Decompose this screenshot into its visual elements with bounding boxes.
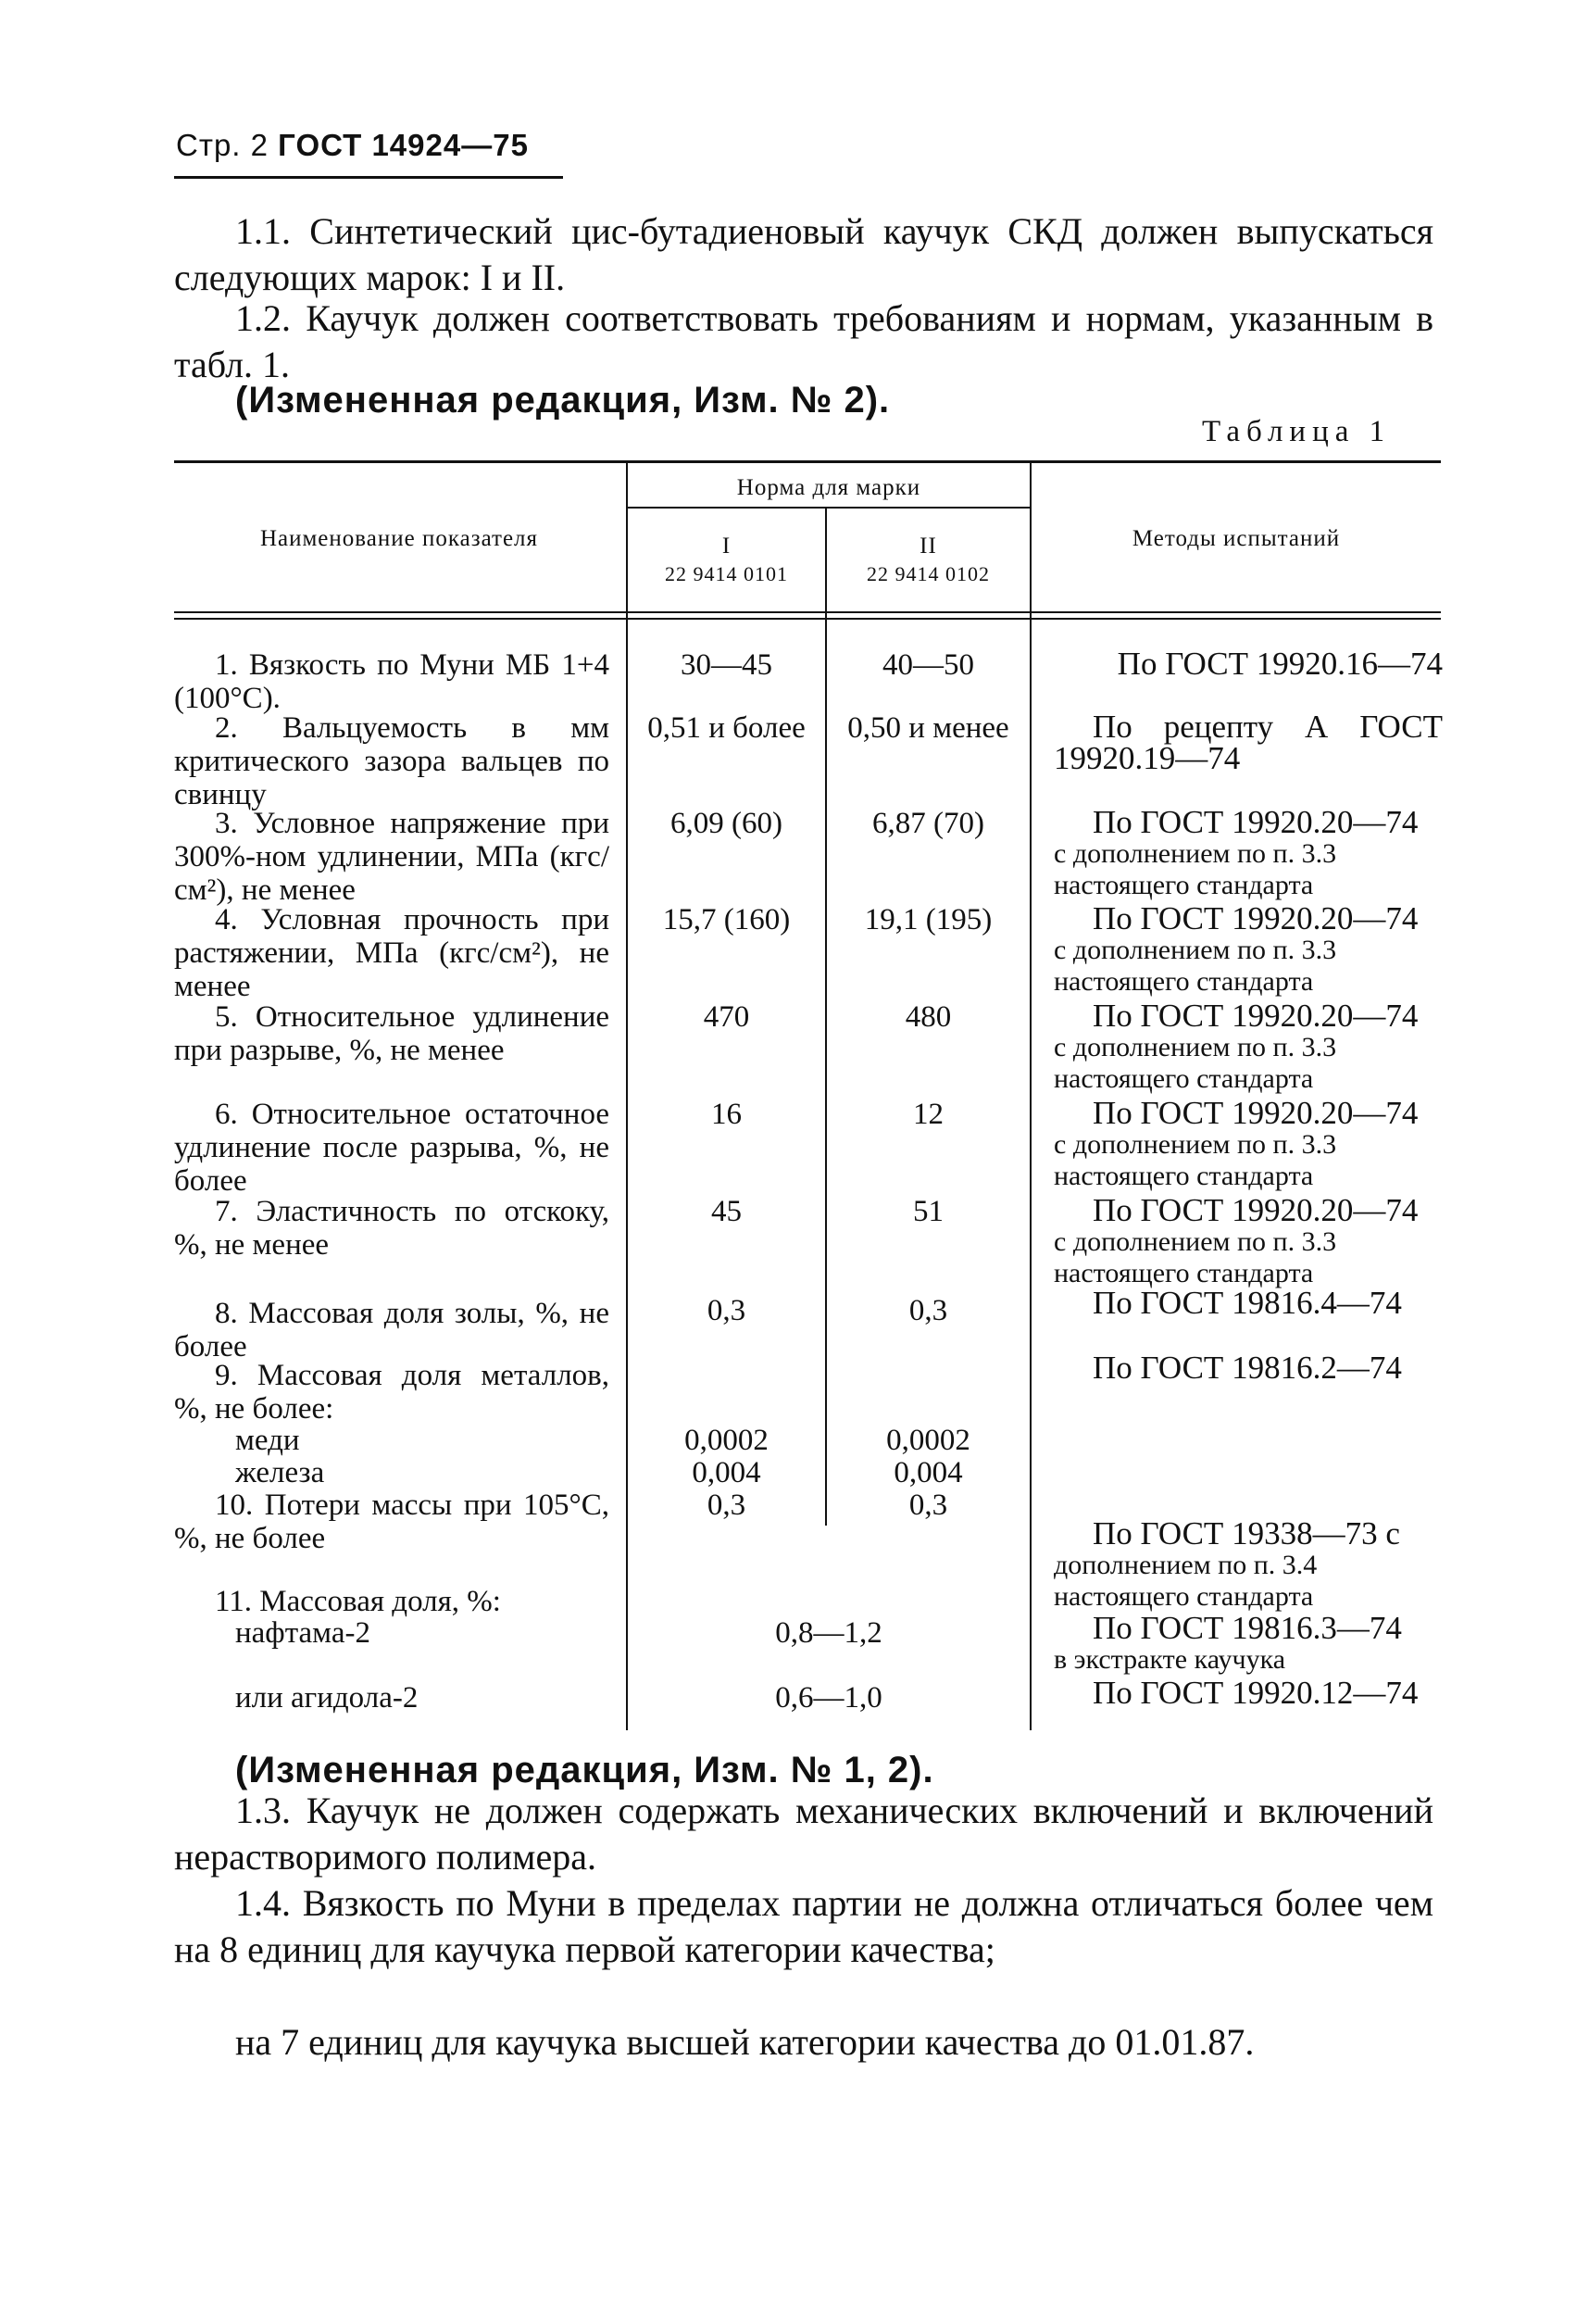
paragraph-1-3: 1.3. Каучук не должен содержать механических включений и включений нерастворимого полимера. (174, 1790, 1433, 1878)
standard-number: ГОСТ 14924—75 (278, 128, 529, 162)
row-8-method: По ГОСТ 19816.4—74 (1093, 1285, 1402, 1321)
row-7-name: 7. Эластичность по отскоку, %, не менее (174, 1195, 609, 1262)
row-3-grade-2: 6,87 (70) (872, 807, 984, 840)
row-10-grade-2: 0,3 (908, 1489, 948, 1522)
norm-group-rule (628, 507, 1030, 509)
row-9-copper-name: меди (235, 1424, 300, 1457)
row-5-grade-1: 470 (703, 1000, 750, 1034)
table-header-rule-a (174, 611, 1441, 613)
row-7-grade-2: 51 (913, 1195, 944, 1228)
header-grade-2: II (920, 534, 937, 559)
row-1-grade-2: 40—50 (882, 648, 974, 682)
row-6-method: По ГОСТ 19920.20—74 с дополнением по п. 3.3 настоящего стандарта (1054, 1095, 1419, 1191)
row-11-agidol-name: или агидола-2 (235, 1681, 419, 1715)
row-3-grade-1: 6,09 (60) (670, 807, 782, 840)
running-header (176, 128, 529, 163)
paragraph-1-4: 1.4. Вязкость по Муни в пределах партии не должна отличаться более чем на 8 единиц для каучука первой категории качества; (174, 1882, 1433, 1970)
row-5-method: По ГОСТ 19920.20—74 с дополнением по п. 3.3 настоящего стандарта (1054, 998, 1419, 1094)
table-header-rule-b (174, 618, 1441, 620)
header-grade-1: I (721, 534, 732, 559)
paragraph-1-4-continued: на 7 единиц для каучука высшей категории качества до 01.01.87. (235, 2021, 1255, 2063)
row-8-grade-2: 0,3 (908, 1294, 948, 1327)
row-4-grade-2: 19,1 (195) (864, 903, 993, 936)
header-grade-2-code: 22 9414 0102 (867, 562, 990, 585)
header-rule (174, 176, 563, 179)
row-9-iron-grade-1: 0,004 (692, 1456, 761, 1489)
row-11-naftam-method: По ГОСТ 19816.3—74 в экстракте каучука (1054, 1610, 1402, 1675)
table-top-rule (174, 460, 1441, 463)
row-1-name: 1. Вязкость по Муни МБ 1+4 (100°С). (174, 648, 609, 715)
header-name: Наименование показателя (259, 526, 539, 551)
row-4-grade-1: 15,7 (160) (662, 903, 791, 936)
row-9-method: По ГОСТ 19816.2—74 (1093, 1350, 1402, 1386)
column-divider-3 (1030, 463, 1032, 1730)
header-grade-1-code: 22 9414 0101 (665, 562, 788, 585)
row-3-name: 3. Условное напряжение при 300%-ном удлинении, МПа (кгс/см²), не менее (174, 807, 609, 907)
row-7-grade-1: 45 (711, 1195, 742, 1228)
row-9-name: 9. Массовая доля металлов, %, не более: (174, 1359, 609, 1426)
row-8-grade-1: 0,3 (707, 1294, 746, 1327)
row-4-method: По ГОСТ 19920.20—74 с дополнением по п. 3.3 настоящего стандарта (1054, 900, 1419, 997)
row-2-grade-2: 0,50 и менее (847, 711, 1009, 745)
row-9-copper-grade-1: 0,0002 (684, 1424, 769, 1457)
row-5-name: 5. Относительное удлинение при разрыве, %, не менее (174, 1000, 609, 1067)
row-11-naftam-value: 0,8—1,2 (775, 1616, 882, 1650)
amendment-note-2: (Измененная редакция, Изм. № 1, 2). (235, 1750, 934, 1790)
header-method: Методы испытаний (1132, 526, 1341, 551)
row-9-iron-grade-2: 0,004 (894, 1456, 963, 1489)
row-5-grade-2: 480 (905, 1000, 952, 1034)
paragraph-1-1: 1.1. Синтетический цис-бутадиеновый каучук СКД должен выпускаться следующих марок: I и II. (174, 210, 1433, 298)
amendment-note-1: (Измененная редакция, Изм. № 2). (235, 380, 891, 421)
paragraph-1-2: 1.2. Каучук должен соответствовать требованиям и нормам, указанным в табл. 1. (174, 297, 1433, 385)
row-2-grade-1: 0,51 и более (647, 711, 806, 745)
row-3-method: По ГОСТ 19920.20—74 с дополнением по п. 3.3 настоящего стандарта (1054, 804, 1419, 900)
row-1-method: По ГОСТ 19920.16—74 (1117, 646, 1443, 682)
page-label: Стр. 2 (176, 128, 269, 162)
table-label: Таблица 1 (1202, 415, 1392, 448)
row-2-name: 2. Вальцуемость в мм критического зазора вальцев по свинцу (174, 711, 609, 811)
row-6-grade-1: 16 (711, 1098, 742, 1131)
row-9-iron-name: железа (235, 1456, 325, 1489)
header-norm: Норма для марки (736, 475, 921, 500)
row-6-name: 6. Относительное остаточное удлинение после разрыва, %, не более (174, 1098, 609, 1198)
row-11-agidol-method: По ГОСТ 19920.12—74 (1093, 1675, 1419, 1711)
row-11-agidol-value: 0,6—1,0 (775, 1681, 882, 1715)
row-11-name: 11. Массовая доля, %: (215, 1585, 501, 1618)
row-8-name: 8. Массовая доля золы, %, не более (174, 1297, 609, 1363)
row-11-naftam-name: нафтама-2 (235, 1616, 370, 1650)
row-7-method: По ГОСТ 19920.20—74 с дополнением по п. 3.3 настоящего стандарта (1054, 1192, 1419, 1288)
row-10-grade-1: 0,3 (707, 1489, 746, 1522)
row-9-copper-grade-2: 0,0002 (886, 1424, 970, 1457)
row-4-name: 4. Условная прочность при растяжении, МПа (кгс/см²), не менее (174, 903, 609, 1003)
row-10-method: По ГОСТ 19338—73 с дополнением по п. 3.4 настоящего стандарта (1054, 1515, 1400, 1612)
row-6-grade-2: 12 (913, 1098, 944, 1131)
row-1-grade-1: 30—45 (681, 648, 772, 682)
row-2-method: По рецепту А ГОСТ 19920.19—74 (1054, 709, 1443, 776)
row-10-name: 10. Потери массы при 105°С, %, не более (174, 1489, 609, 1555)
